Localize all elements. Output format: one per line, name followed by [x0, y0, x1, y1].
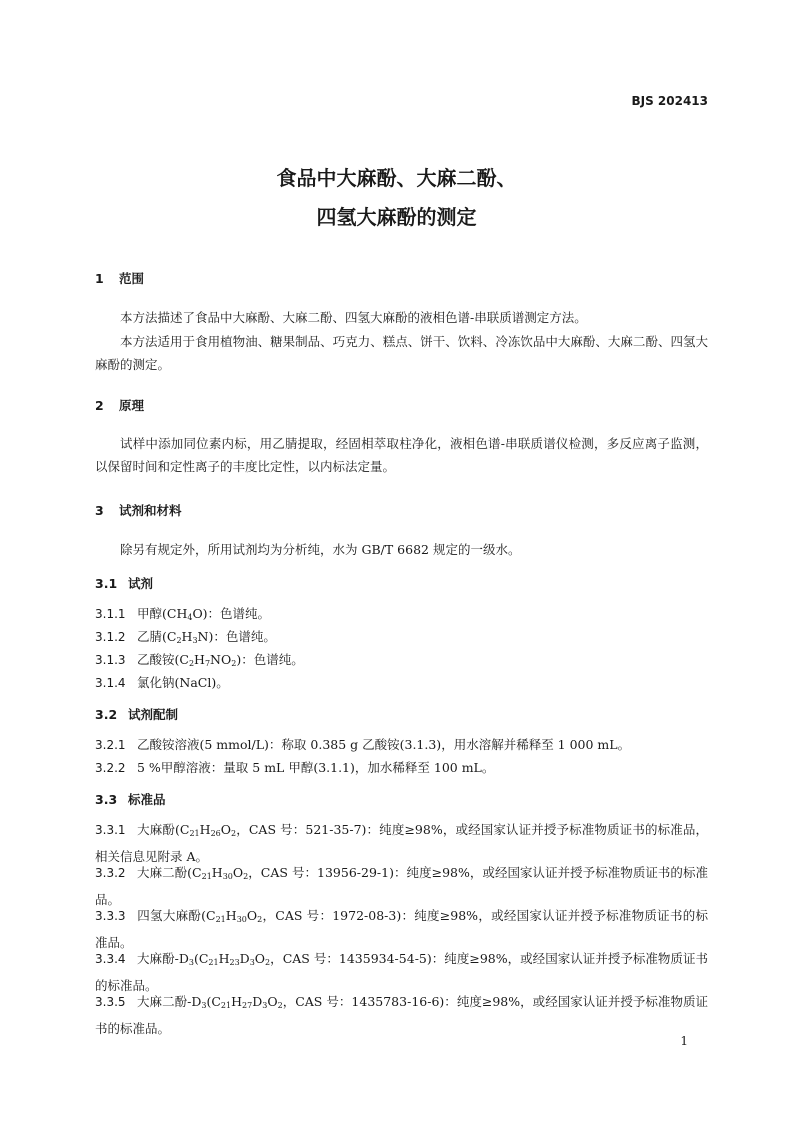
item-number: 3.3.5 [95, 995, 126, 1009]
section-title: 范围 [119, 271, 145, 286]
item-number: 3.1.3 [95, 653, 126, 667]
paragraph: 试样中添加同位素内标，用乙腈提取，经固相萃取柱净化，液相色谱-串联质谱仪检测，多反应离子监测，以保留时间和定性离子的丰度比定性，以内标法定量。 [95, 436, 708, 474]
section-number: 2 [95, 398, 104, 413]
subsection-heading-standards [95, 790, 166, 808]
subsection-heading-reagents [95, 574, 153, 592]
section-heading-principle [95, 396, 144, 414]
item-number: 3.3.1 [95, 823, 126, 837]
section-heading-reagents [95, 501, 182, 519]
list-item: 3.1.4 氯化钠(NaCl)。 [95, 671, 708, 695]
item-number: 3.3.2 [95, 866, 126, 880]
section-title: 标准品 [128, 792, 166, 807]
section-number: 3 [95, 503, 104, 518]
item-number: 3.3.3 [95, 909, 126, 923]
item-number: 3.1.4 [95, 676, 126, 690]
list-item: 3.2.2 5 %甲醇溶液：量取 5 mL 甲醇(3.1.1)，加水稀释至 100 mL。 [95, 756, 708, 780]
item-number: 3.2.1 [95, 738, 126, 752]
section-number: 3.1 [95, 576, 118, 591]
list-item: 3.1.1 甲醇$(CH_4O)$：色谱纯。 [95, 602, 708, 629]
section-number: 3.2 [95, 707, 118, 722]
section-title: 原理 [119, 398, 145, 413]
list-item: 3.3.2 大麻二酚($C_{21}H_{30}O_2$，CAS 号：13956-29-1)：纯度≥98%，或经国家认证并授予标准物质证书的标准品。 [95, 861, 708, 911]
list-item: 3.2.1 乙酸铵溶液(5 mmol/L)：称取 0.385 g 乙酸铵(3.1.3)，用水溶解并稀释至 1 000 mL。 [95, 733, 708, 757]
paragraph: 除另有规定外，所用试剂均为分析纯，水为 GB/T 6682 规定的一级水。 [120, 542, 521, 557]
document-title-line-1: 食品中大麻酚、大麻二酚、 [276, 166, 517, 190]
paragraph: 本方法描述了食品中大麻酚、大麻二酚、四氢大麻酚的液相色谱-串联质谱测定方法。 [120, 310, 587, 325]
section-title: 试剂配制 [128, 707, 179, 722]
list-item: 3.1.2 乙腈$(C_2H_3N)$：色谱纯。 [95, 625, 708, 652]
item-number: 3.1.2 [95, 630, 126, 644]
list-item: 3.1.3 乙酸铵$(C_2H_7NO_2)$：色谱纯。 [95, 648, 708, 675]
subsection-heading-reagent-prep [95, 705, 178, 723]
document-title-line-2: 四氢大麻酚的测定 [316, 205, 477, 229]
item-number: 3.3.4 [95, 952, 126, 966]
document-code: BJS 202413 [631, 94, 708, 108]
section-number: 3.3 [95, 792, 118, 807]
paragraph: 本方法适用于食用植物油、糖果制品、巧克力、糕点、饼干、饮料、冷冻饮品中大麻酚、大麻二酚、四氢大麻酚的测定。 [95, 334, 708, 372]
item-number: 3.1.1 [95, 607, 126, 621]
section-title: 试剂和材料 [119, 503, 182, 518]
list-item: 3.3.4 大麻酚$-D_3(C_{21}H_{23}D_3O_2$，CAS 号：1435934-54-5)：纯度≥98%，或经国家认证并授予标准物质证书的标准品。 [95, 947, 708, 997]
list-item: 3.3.5 大麻二酚$-D_3(C_{21}H_{27}D_3O_2$，CAS 号：1435783-16-6)：纯度≥98%，或经国家认证并授予标准物质证书的标准品。 [95, 990, 708, 1040]
list-item: 3.3.3 四氢大麻酚($C_{21}H_{30}O_2$，CAS 号：1972-08-3)：纯度≥98%，或经国家认证并授予标准物质证书的标准品。 [95, 904, 708, 954]
section-heading-scope [95, 269, 144, 287]
section-title: 试剂 [128, 576, 154, 591]
list-item: 3.3.1 大麻酚($C_{21}H_{26}O_2$，CAS 号：521-35-7)：纯度≥98%，或经国家认证并授予标准物质证书的标准品，相关信息见附录 A。 [95, 818, 708, 868]
page-number: 1 [680, 1034, 688, 1048]
item-number: 3.2.2 [95, 761, 126, 775]
section-number: 1 [95, 271, 104, 286]
